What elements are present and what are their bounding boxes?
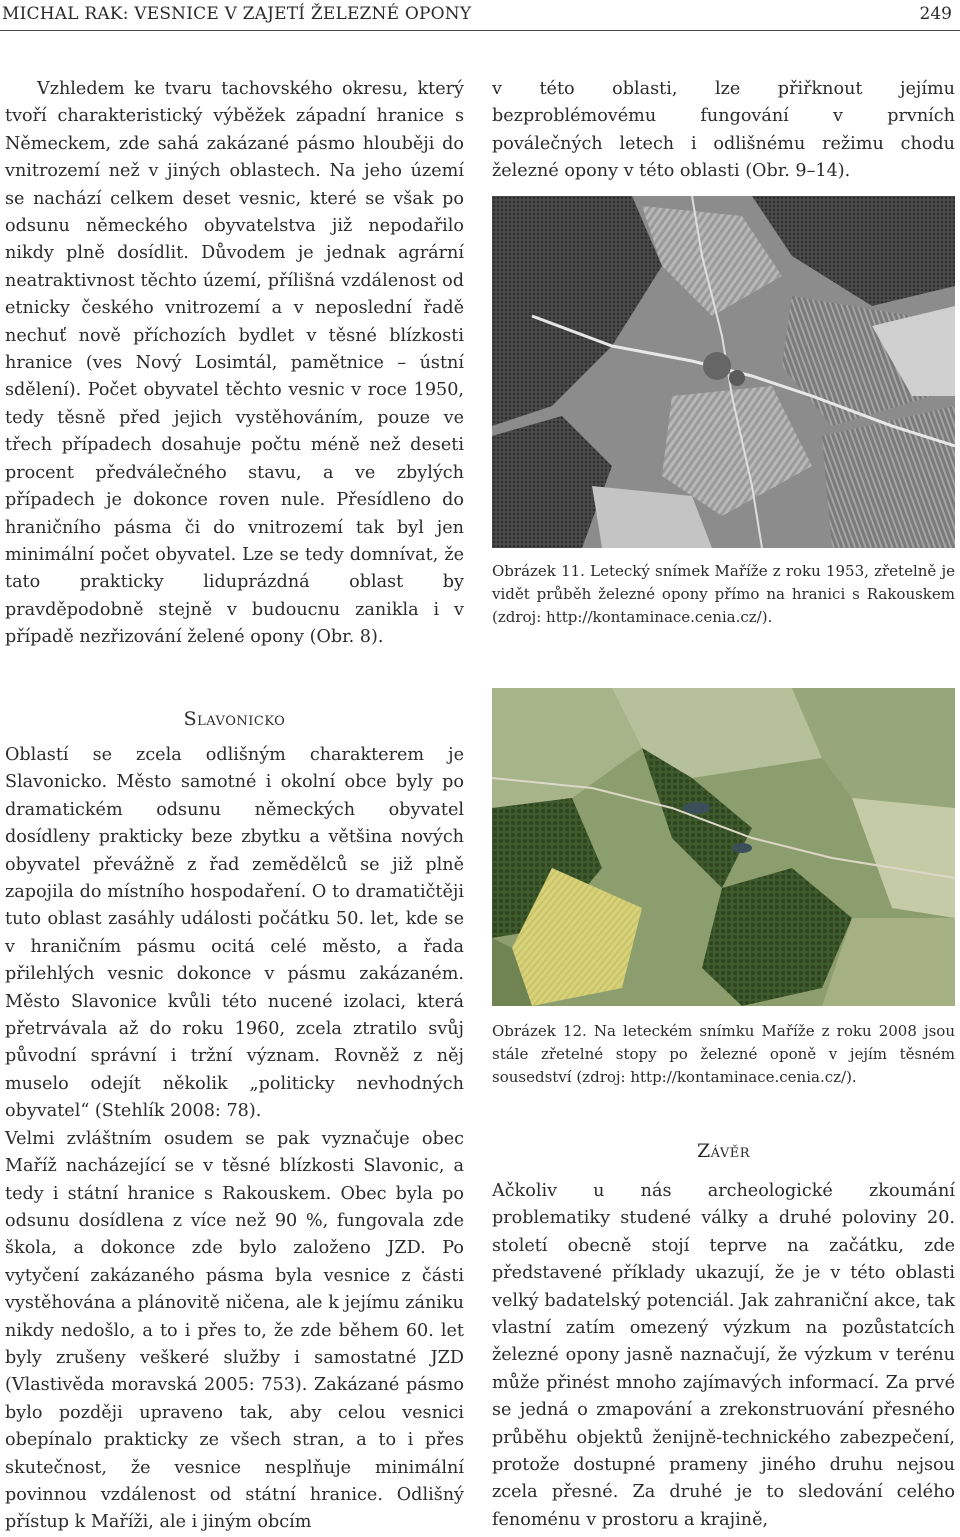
- figure-11-caption: Obrázek 11. Letecký snímek Maříže z roku 1953, zřetelně je vidět průběh železné opony přímo na hranici s Rakouskem (zdroj: http://kontaminace.cenia.cz/).: [492, 562, 955, 626]
- aerial-photo-2008: [492, 688, 955, 1006]
- running-title: MICHAL RAK: VESNICE V ZAJETÍ ŽELEZNÉ OPONY: [2, 4, 472, 24]
- heading-text: Slavonicko: [183, 708, 286, 730]
- left-column-top: [5, 76, 464, 652]
- right-column-bottom: [492, 1178, 955, 1534]
- right-column-top: [492, 76, 955, 186]
- aerial-photo-1953-image: [492, 196, 955, 548]
- figure-12-caption: Obrázek 12. Na leteckém snímku Maříže z roku 2008 jsou stále zřetelné stopy po železné oponě v jejím těsném sousedství (zdroj: http://kontaminace.cenia.cz/).: [492, 1022, 955, 1086]
- heading-text: Závěr: [696, 1140, 751, 1162]
- aerial-photo-1953: [492, 196, 955, 548]
- paragraph-tachov: Vzhledem ke tvaru tachovského okresu, který tvoří charakteristický výběžek západní hranice s Německem, zde sahá zakázané pásmo hlouběji do vnitrozemí než v jiných oblastech. Na jeho území se nachází celkem deset vesnic, které se však po odsunu německého obyvatelstva již nepodařilo nikdy plně dosídlit. Důvodem je jednak agrární neatraktivnost těchto území, přílišná vzdálenost od etnicky českého vnitrozemí a v neposlední řadě nechuť nově příchozích bydlet v těsné blízkosti hranice (ves Nový Losimtál, pamětnice – ústní sdělení). Počet obyvatel těchto vesnic v roce 1950, tedy těsně před jejich vystěhováním, pouze ve třech případech dosahuje počtu méně než deseti procent předválečného stavu, a ve zbylých případech je dokonce roven nule. Přesídleno do hraničního pásma či do vnitrozemí tak byl jen minimální počet obyvatel. Lze se tedy domnívat, že tato prakticky liduprázdná oblast by pravděpodobně stejně v budoucnu zanikla i v případě nezřizování želené opony (Obr. 8).: [5, 79, 464, 648]
- page-number: 249: [919, 4, 952, 24]
- paragraph-slavonicko: Oblastí se zcela odlišným charakterem je Slavonicko. Město samotné i okolní obce byly po dramatickém odsunu německých obyvatel dosídleny prakticky beze zbytku a většina nových obyvatel převážně z řad zemědělců se již plně zapojila do místního hospodaření. O to dramatičtěji tuto oblast zasáhly události počátku 50. let, kde se v hraničním pásmu ocitá celé město, a řada přilehlých vesnic dokonce v pásmu zakázaném. Město Slavonice kvůli této nucené izolaci, která přetrvávala až do roku 1960, zcela ztratilo svůj původní správní i tržní význam. Rovněž z něj muselo odejít několik „politicky nevhodných obyvatel“ (Stehlík 2008: 78).: [5, 745, 464, 1122]
- running-header: [0, 0, 960, 31]
- paragraph-conclusion: Ačkoliv u nás archeologické zkoumání problematiky studené války a druhé poloviny 20. století obecně stojí teprve na začátku, zde představené příklady ukazují, že je v této oblasti velký badatelský potenciál. Jak zahraniční akce, tak vlastní zatím omezený výzkum na pozůstatcích železné opony jasně naznačují, že výzkum v terénu může přinést mnoho zajímavých informací. Za prvé se jedná o zmapování a zrekonstruování přesného průběhu objektů ženijně-technického zabezpečení, protože dostupné prameny jiného druhu nejsou zcela přesné. Za druhé je to sledování celého fenoménu v prostoru a krajině,: [492, 1181, 955, 1530]
- left-column-bottom: [5, 742, 464, 1537]
- paragraph-continuation: v této oblasti, lze přiřknout jejímu bezproblémovému fungování v prvních poválečných letech i odlišnému režimu chodu železné opony v této oblasti (Obr. 9–14).: [492, 79, 955, 182]
- paragraph-mariz: Velmi zvláštním osudem se pak vyznačuje obec Maříž nacházející se v těsné blízkosti Slavonic, a tedy i státní hranice s Rakouskem. Obec byla po odsunu dosídlena z více než 90 %, fungovala zde škola, a dokonce zde bylo založeno JZD. Po vytyčení zakázaného pásma byla vesnice z části vystěhována a plánovitě ničena, ale k jejímu zániku nikdy nedošlo, a to i přes to, že zde během 60. let byly zrušeny veškeré služby i samostatné JZD (Vlastivěda moravská 2005: 753). Zakázané pásmo bylo později upraveno tak, aby celou vesnici obepínalo prakticky ze všech stran, a to i přes skutečnost, že vesnice nesplňuje minimální povinnou vzdálenost od státní hranice. Odlišný přístup k Maříži, ale i jiným obcím: [5, 1128, 464, 1533]
- section-heading-slavonicko: [5, 708, 464, 734]
- section-heading-zaver: [492, 1140, 955, 1166]
- aerial-photo-2008-image: [492, 688, 955, 1006]
